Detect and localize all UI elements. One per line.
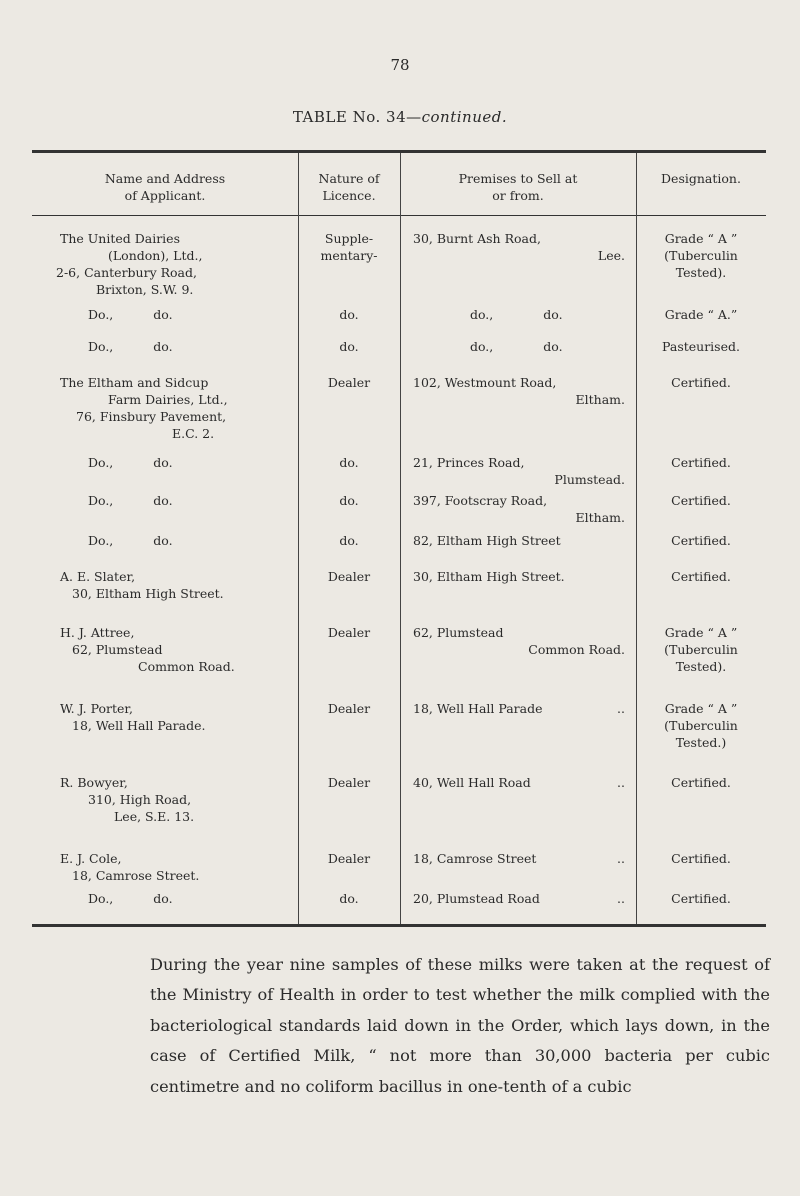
table-row: Do., do.: [88, 891, 173, 906]
table-top-rule: [32, 150, 766, 153]
nature-cell: do.: [339, 307, 359, 322]
premises-cell: 20, Plumstead Road ..: [413, 891, 625, 906]
designation-cell: Certified.: [671, 775, 731, 790]
table-row: A. E. Slater, 30, Eltham High Street.: [60, 569, 224, 601]
designation-cell: Certified.: [671, 455, 731, 470]
nature-cell: Dealer: [327, 701, 371, 716]
premises-cell: 21, Princes Road, Plumstead.: [413, 455, 625, 487]
premises-cell: 30, Eltham High Street.: [413, 569, 565, 584]
designation-cell: Certified.: [671, 375, 731, 390]
table-row: R. Bowyer, 310, High Road, Lee, S.E. 13.: [60, 775, 195, 824]
premises-cell: do., do.: [470, 307, 563, 322]
table-row: H. J. Attree, 62, Plumstead Common Road.: [60, 625, 235, 674]
designation-cell: Grade “ A ” (Tuberculin Tested.): [664, 701, 738, 750]
table-title-continued: continued.: [421, 108, 508, 126]
body-paragraph: During the year nine samples of these milks were taken at the request of the Ministry of Health in order to test whether the milk complied with the bacteriological standards laid down in the Order, which lays down, in the case of Certified Milk, “ not more than 30,000 bacteria per cubic centimetre and no coliform bacillus in one-tenth of a cubic: [150, 955, 770, 1096]
header-designation: Designation.: [661, 171, 741, 186]
table-row: W. J. Porter, 18, Well Hall Parade.: [60, 701, 206, 733]
premises-cell: 18, Camrose Street ..: [413, 851, 625, 866]
designation-cell: Grade “ A ” (Tuberculin Tested).: [664, 231, 738, 280]
table-row: The United Dairies (London), Ltd., 2-6, Canterbury Road, Brixton, S.W. 9.: [56, 231, 203, 297]
table-row: Do., do.: [88, 533, 173, 548]
table-row: Do., do.: [88, 455, 173, 470]
nature-cell: do.: [339, 533, 359, 548]
nature-cell: Dealer: [327, 851, 371, 866]
premises-cell: 30, Burnt Ash Road, Lee.: [413, 231, 625, 263]
premises-cell: 82, Eltham High Street: [413, 533, 561, 548]
premises-cell: 62, Plumstead Common Road.: [413, 625, 625, 657]
nature-cell: Dealer: [327, 625, 371, 640]
table-title-main: TABLE No. 34—: [292, 108, 422, 126]
table-row: Do., do.: [88, 493, 173, 508]
designation-cell: Certified.: [671, 493, 731, 508]
header-name-address: Name and Address of Applicant.: [104, 171, 226, 203]
designation-cell: Certified.: [671, 533, 731, 548]
table-row: Do., do.: [88, 307, 173, 322]
premises-cell: 18, Well Hall Parade ..: [413, 701, 625, 716]
header-premises: Premises to Sell at or from.: [458, 171, 578, 203]
page-number: 78: [390, 56, 410, 74]
nature-cell: Dealer: [327, 375, 371, 390]
table-row: The Eltham and Sidcup Farm Dairies, Ltd., 76, Finsbury Pavement, E.C. 2.: [60, 375, 228, 441]
nature-cell: Dealer: [327, 775, 371, 790]
designation-cell: Certified.: [671, 891, 731, 906]
nature-cell: do.: [339, 339, 359, 354]
designation-cell: Grade “ A.”: [664, 307, 738, 322]
nature-cell: Dealer: [327, 569, 371, 584]
designation-cell: Grade “ A ” (Tuberculin Tested).: [664, 625, 738, 674]
table-title: [0, 108, 800, 126]
nature-cell: do.: [339, 455, 359, 470]
premises-cell: 40, Well Hall Road ..: [413, 775, 625, 790]
designation-cell: Pasteurised.: [662, 339, 740, 354]
table-row: Do., do.: [88, 339, 173, 354]
table-bottom-rule: [32, 924, 766, 927]
premises-cell: 102, Westmount Road, Eltham.: [413, 375, 625, 407]
header-nature-licence: Nature of Licence.: [318, 171, 380, 203]
premises-cell: 397, Footscray Road, Eltham.: [413, 493, 625, 525]
nature-cell: do.: [339, 891, 359, 906]
designation-cell: Certified.: [671, 569, 731, 584]
nature-cell: Supple- mentary-: [320, 231, 378, 263]
nature-cell: do.: [339, 493, 359, 508]
column-divider: [400, 153, 401, 924]
table-header-rule: [32, 215, 766, 216]
premises-cell: do., do.: [470, 339, 563, 354]
designation-cell: Certified.: [671, 851, 731, 866]
table-row: E. J. Cole, 18, Camrose Street.: [60, 851, 200, 883]
